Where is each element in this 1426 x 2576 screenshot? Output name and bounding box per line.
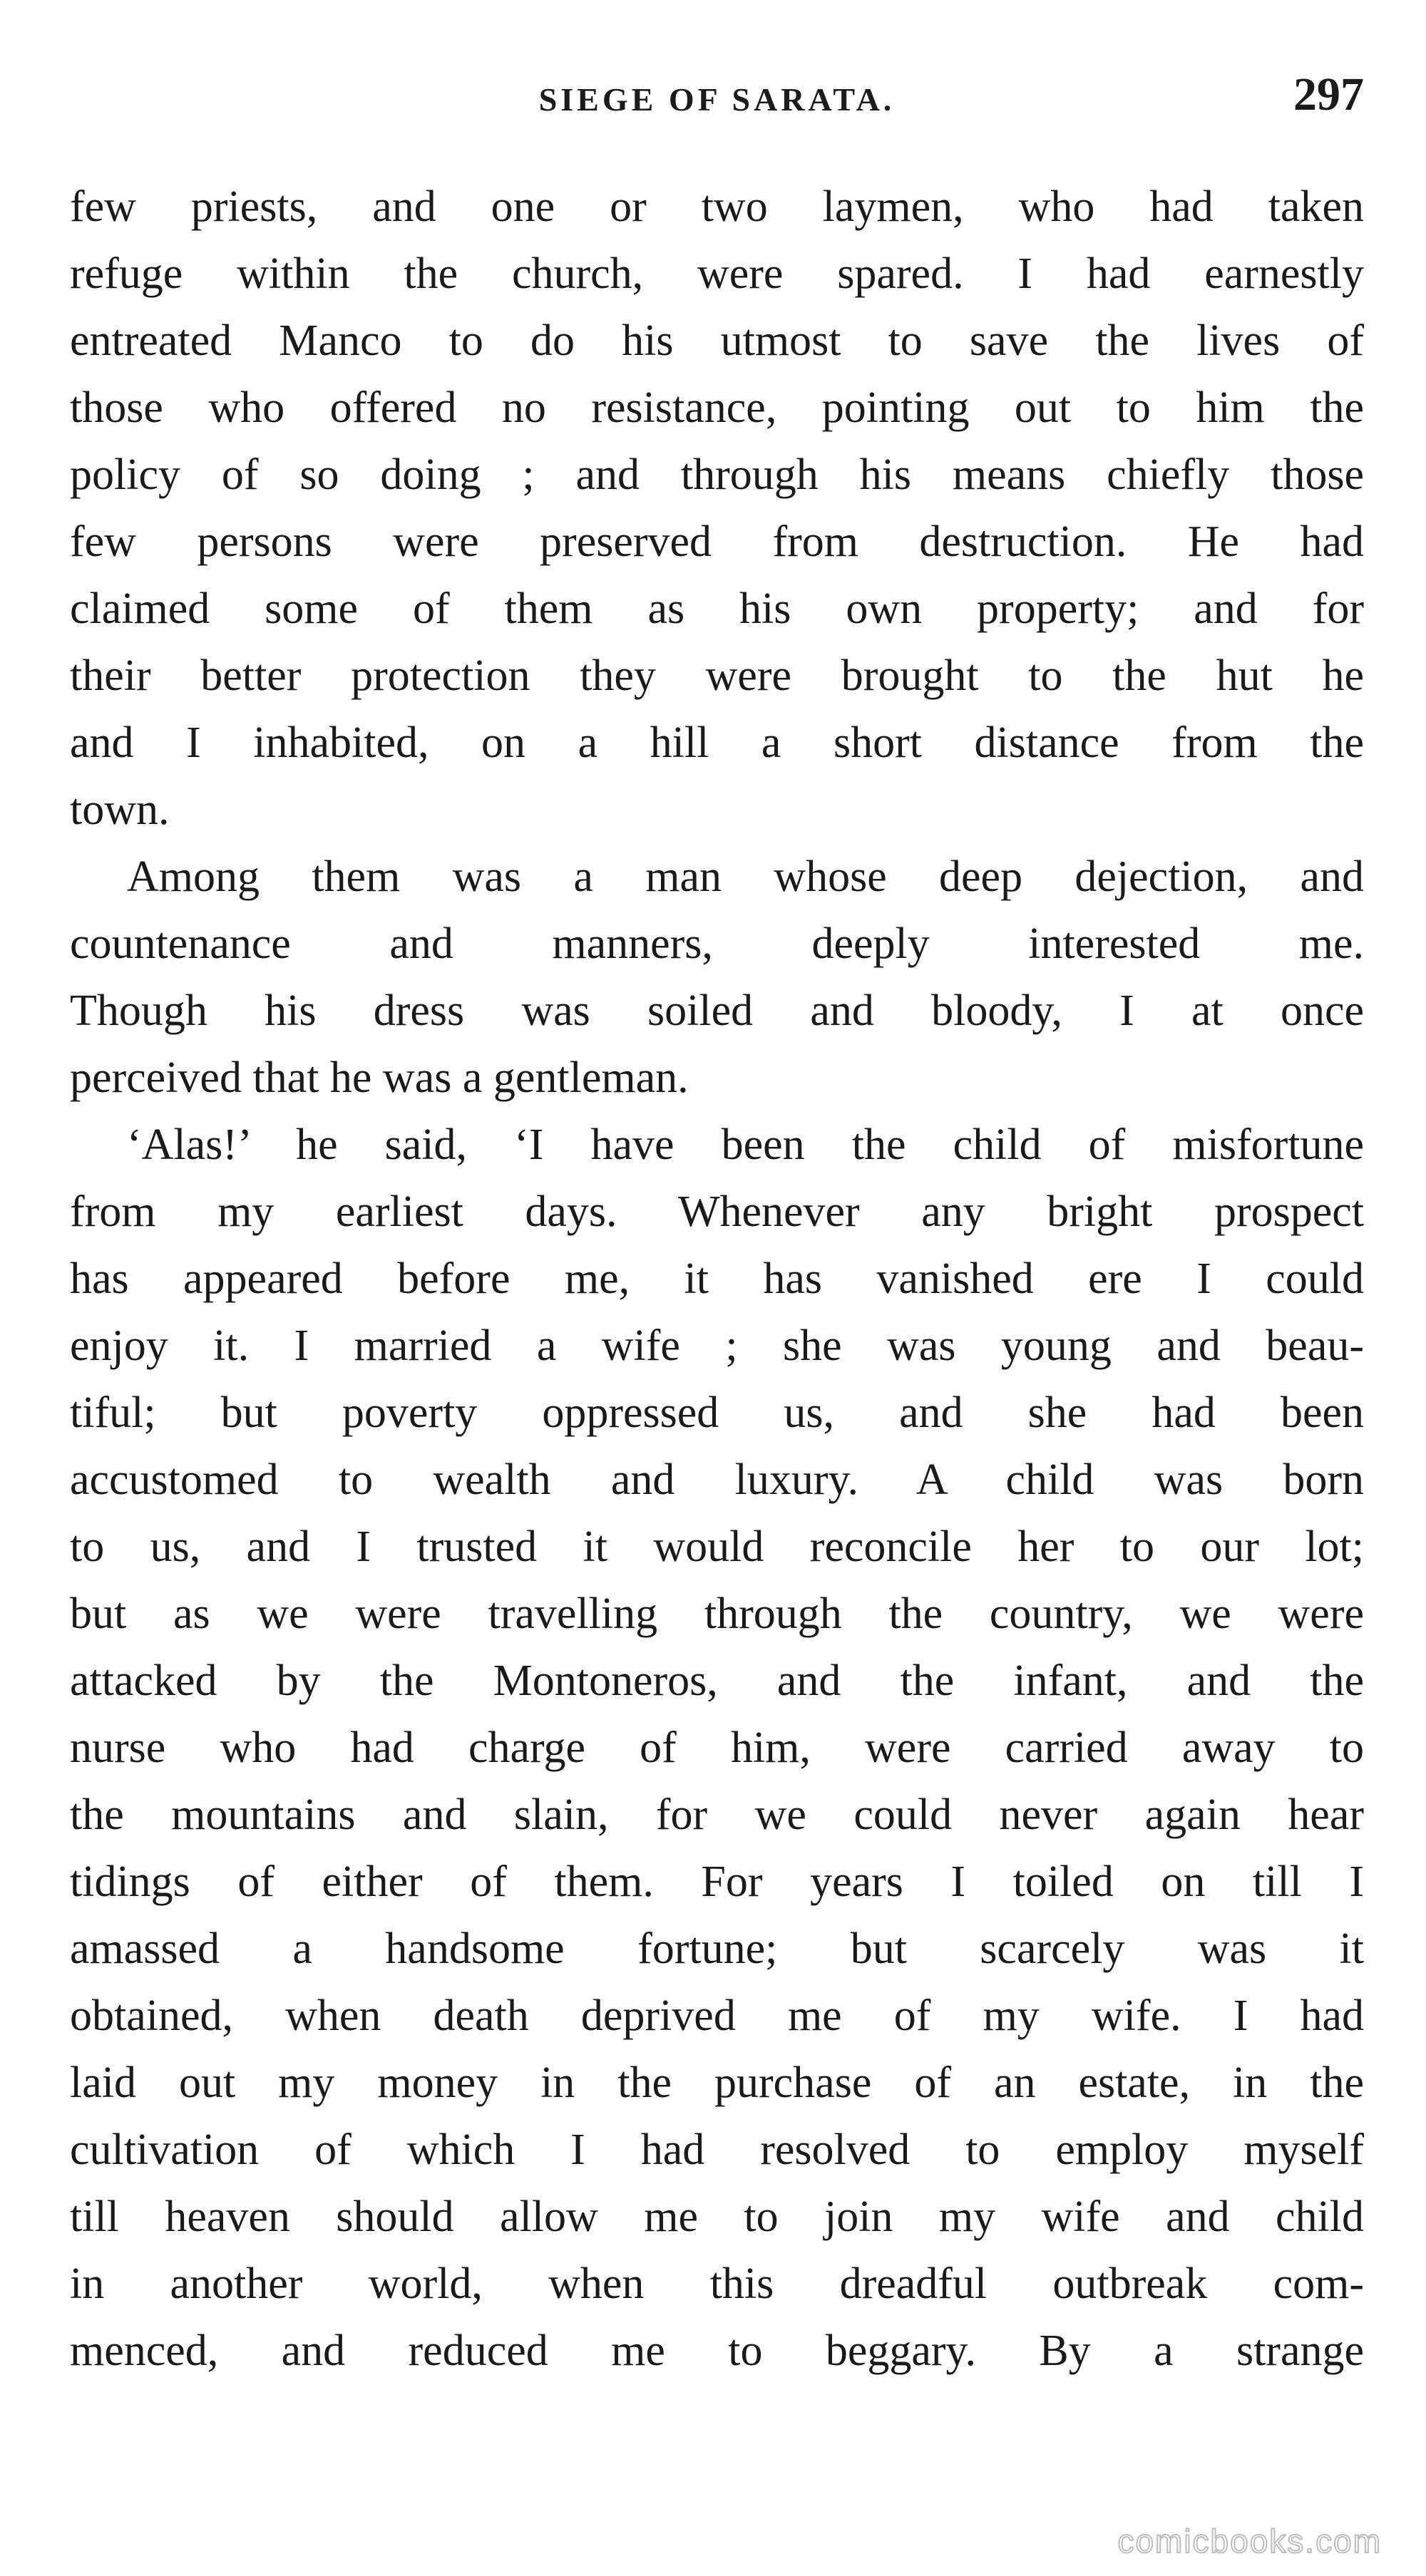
text-line: claimed some of them as his own property; and for xyxy=(70,584,1364,633)
text-line: refuge within the church, were spared. I had earnestly xyxy=(70,249,1364,298)
page-number: 297 xyxy=(1293,68,1364,120)
text-line: obtained, when death deprived me of my wife. I had xyxy=(70,1992,1364,2040)
text-line: cultivation of which I had resolved to employ myself xyxy=(70,2126,1364,2174)
text-line: tiful; but poverty oppressed us, and she had been xyxy=(70,1389,1364,1437)
text-line: few priests, and one or two laymen, who had taken xyxy=(70,182,1364,231)
text-line: policy of so doing ; and through his means chiefly those xyxy=(70,450,1364,499)
text-line: tidings of either of them. For years I toiled on till I xyxy=(70,1858,1364,1906)
text-line: the mountains and slain, for we could never again hear xyxy=(70,1791,1364,1839)
text-line: perceived that he was a gentleman. xyxy=(70,1053,689,1102)
text-line: ‘Alas!’ he said, ‘I have been the child of misfortune xyxy=(127,1120,1364,1169)
text-line: amassed a handsome fortune; but scarcely was it xyxy=(70,1925,1364,1973)
watermark: comicbooks.com xyxy=(1117,2523,1382,2560)
text-line: menced, and reduced me to beggary. By a strange xyxy=(70,2327,1364,2375)
text-line: and I inhabited, on a hill a short distance from the xyxy=(70,718,1364,767)
text-line: nurse who had charge of him, were carried away to xyxy=(70,1724,1364,1772)
body-text xyxy=(70,173,1364,2384)
text-line: in another world, when this dreadful outbreak com- xyxy=(70,2260,1364,2308)
text-line: to us, and I trusted it would reconcile her to our lot; xyxy=(70,1523,1364,1571)
text-line: attacked by the Montoneros, and the infant, and the xyxy=(70,1657,1364,1705)
page-header xyxy=(70,68,1364,132)
text-line: till heaven should allow me to join my wife and child xyxy=(70,2193,1364,2241)
text-line: accustomed to wealth and luxury. A child was born xyxy=(70,1456,1364,1504)
text-line: enjoy it. I married a wife ; she was young and beau- xyxy=(70,1322,1364,1370)
text-line: countenance and manners, deeply interested me. xyxy=(70,919,1364,968)
text-line: from my earliest days. Whenever any bright prospect xyxy=(70,1187,1364,1236)
text-line: has appeared before me, it has vanished ere I could xyxy=(70,1254,1364,1303)
text-line: their better protection they were brought to the hut he xyxy=(70,651,1364,700)
text-line: Among them was a man whose deep dejection, and xyxy=(127,852,1364,901)
text-line: but as we were travelling through the country, we were xyxy=(70,1590,1364,1638)
text-line: those who offered no resistance, pointing out to him the xyxy=(70,383,1364,432)
running-title: SIEGE OF SARATA. xyxy=(538,81,896,118)
text-line: town. xyxy=(70,785,170,834)
text-line: entreated Manco to do his utmost to save the lives of xyxy=(70,316,1364,365)
text-line: Though his dress was soiled and bloody, I at once xyxy=(70,986,1364,1035)
text-line: laid out my money in the purchase of an estate, in the xyxy=(70,2059,1364,2107)
text-line: few persons were preserved from destruction. He had xyxy=(70,517,1364,566)
